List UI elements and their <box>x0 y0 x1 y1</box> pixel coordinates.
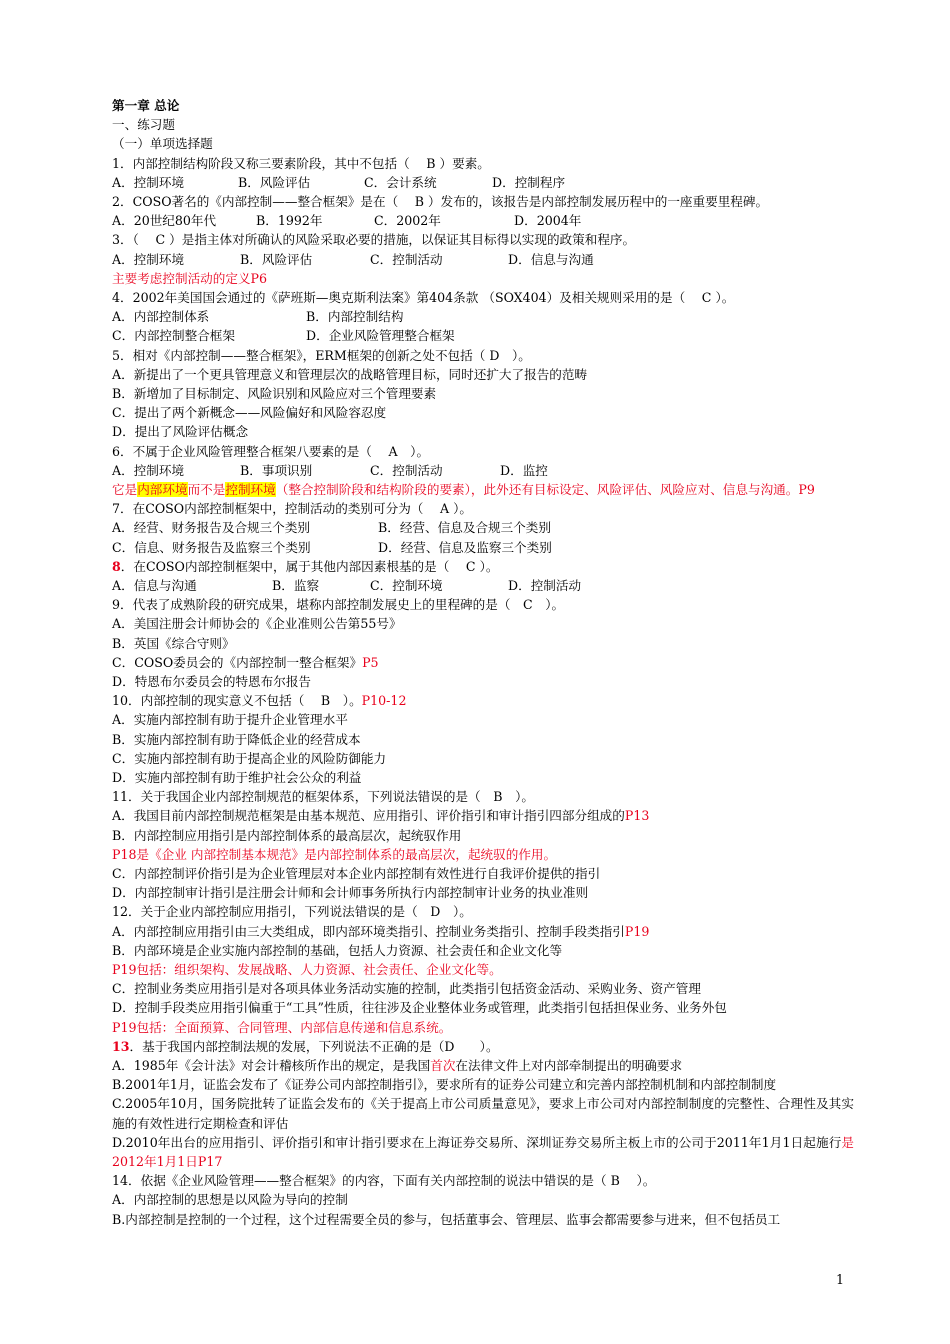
page-number: 1 <box>836 1272 845 1287</box>
question-3: 3．（ C ）是指主体对所确认的风险采取必要的措施，以保证其目标得以实现的政策和程序。 <box>112 232 636 248</box>
document-body <box>112 96 854 1229</box>
question-2-options <box>112 211 854 230</box>
option: A．内部控制体系 <box>112 309 210 325</box>
section-heading: 一、练习题 <box>112 117 175 133</box>
question-5: 5．相对《内部控制——整合框架》，ERM框架的创新之处不包括（ D ）。 <box>112 347 531 363</box>
page-reference: P5 <box>362 654 379 670</box>
option: D．特恩布尔委员会的特恩布尔报告 <box>112 673 312 689</box>
option: D．2004年 <box>514 213 582 229</box>
option: C．控制活动 <box>370 462 443 478</box>
option: C．2002年 <box>374 213 441 229</box>
option: B．经营、信息及合规三个类别 <box>378 520 551 536</box>
option: B．英国《综合守则》 <box>112 635 235 651</box>
question-number: 13 <box>112 1038 130 1054</box>
question-11: 11．关于我国企业内部控制规范的框架体系，下列说法错误的是（ B ）。 <box>112 789 534 805</box>
question-6-options <box>112 461 854 480</box>
option-text: A．1985年《会计法》对会计稽核所作出的规定，是我国 <box>112 1058 431 1074</box>
option: A．控制环境 <box>112 251 185 267</box>
option: A．20世纪80年代 <box>112 213 217 229</box>
option: A．经营、财务报告及合规三个类别 <box>112 520 311 536</box>
option: C．控制业务类应用指引是对各项具体业务活动实施的控制，此类指引包括资金活动、采购业务、资产管理 <box>112 981 701 997</box>
option: A．实施内部控制有助于提升企业管理水平 <box>112 712 348 728</box>
option: D．企业风险管理整合框架 <box>306 328 455 344</box>
option: B．内部控制结构 <box>306 309 404 325</box>
question-2: 2．COSO著名的《内部控制——整合框架》是在（ B ）发布的，该报告是内部控制发展历程中的一座重要里程碑。 <box>112 194 769 209</box>
page-reference: P13 <box>624 808 650 824</box>
option: C．控制环境 <box>370 577 443 593</box>
option <box>112 1056 854 1075</box>
option-text: 在法律文件上对内部牵制提出的明确要求 <box>455 1058 683 1074</box>
option <box>112 922 854 941</box>
option: B．实施内部控制有助于降低企业的经营成本 <box>112 731 361 747</box>
option <box>112 806 854 825</box>
question-14: 14．依据《企业风险管理——整合框架》的内容，下面有关内部控制的说法中错误的是（ B ）。 <box>112 1173 656 1189</box>
page-reference: 是2012年1月1日P17 <box>112 1134 854 1170</box>
option: B．事项识别 <box>240 462 313 478</box>
question-4-options <box>112 307 854 326</box>
option-text: D.2010年出台的应用指引、评价指引和审计指引要求在上海证券交易所、深圳证券交易所主板上市的公司于2011年1月1日起施行 <box>112 1134 842 1150</box>
note-text: 而不是 <box>187 481 226 497</box>
option: D．控制程序 <box>492 174 566 190</box>
question-8-options <box>112 576 854 595</box>
option: C．内部控制整合框架 <box>112 328 235 344</box>
option: A．新提出了一个更具管理意义和管理层次的战略管理目标，同时还扩大了报告的范畴 <box>112 366 588 382</box>
option: B．风险评估 <box>238 174 311 190</box>
question-4-options <box>112 326 854 345</box>
option: B．监察 <box>272 577 320 593</box>
question-4: 4．2002年美国国会通过的《萨班斯—奥克斯利法案》第404条款 （SOX404）及相关规则采用的是（ C ）。 <box>112 289 735 305</box>
option <box>112 1133 854 1171</box>
note-text: （整合控制阶段和结构阶段的要素），此外还有目标设定、风险评估、风险应对、信息与沟通。P9 <box>275 481 815 497</box>
option: D．实施内部控制有助于维护社会公众的利益 <box>112 769 362 785</box>
answer-note: P19包括：组织架构、发展战略、人力资源、社会责任、企业文化等。 <box>112 962 502 977</box>
question-10 <box>112 691 854 710</box>
option: C．会计系统 <box>364 174 437 190</box>
highlighted-text: 内部环境 <box>137 481 188 497</box>
question-text: ．在COSO内部控制框架中，属于其他内部因素根基的是（ C ）。 <box>120 558 499 574</box>
question-9: 9．代表了成熟阶段的研究成果，堪称内部控制发展史上的里程碑的是（ C ）。 <box>112 597 565 613</box>
option: C.2005年10月，国务院批转了证监会发布的《关于提高上市公司质量意见》，要求上市公司对内部控制制度的完整性、合理性及其实施的有效性进行定期检查和评估 <box>112 1096 854 1131</box>
subsection-heading: （一）单项选择题 <box>112 136 213 152</box>
option: B．风险评估 <box>240 251 313 267</box>
question-3-options <box>112 250 854 269</box>
option: D．监控 <box>500 462 548 478</box>
option: A．美国注册会计师协会的《企业准则公告第55号》 <box>112 616 402 632</box>
option: D．经营、信息及监察三个类别 <box>378 539 552 555</box>
option: B．1992年 <box>256 213 323 229</box>
answer-note <box>112 480 854 499</box>
option: B．新增加了目标制定、风险识别和风险应对三个管理要素 <box>112 385 437 401</box>
question-13 <box>112 1037 854 1056</box>
question-8 <box>112 557 854 576</box>
option: D．控制活动 <box>508 577 582 593</box>
option: B.内部控制是控制的一个过程，这个过程需要全员的参与，包括董事会、管理层、监事会都需要参与进来，但不包括员工 <box>112 1211 781 1227</box>
question-12: 12．关于企业内部控制应用指引，下列说法错误的是（ D ）。 <box>112 904 472 920</box>
answer-note: P19包括：全面预算、合同管理、内部信息传递和信息系统。 <box>112 1019 452 1035</box>
page-reference: P10-12 <box>361 693 407 709</box>
option-text: C．COSO委员会的《内部控制一整合框架》 <box>112 654 363 670</box>
page-reference: P19 <box>624 923 650 939</box>
option: C．内部控制评价指引是为企业管理层对本企业内部控制有效性进行自我评价提供的指引 <box>112 865 601 881</box>
option: A．控制环境 <box>112 462 185 478</box>
option: C．信息、财务报告及监察三个类别 <box>112 539 311 555</box>
option: C．实施内部控制有助于提高企业的风险防御能力 <box>112 750 387 766</box>
option: A．信息与沟通 <box>112 577 197 593</box>
question-6: 6．不属于企业风险管理整合框架八要素的是（ A ）。 <box>112 443 430 459</box>
option: D．内部控制审计指引是注册会计师和会计师事务所执行内部控制审计业务的执业准则 <box>112 885 589 901</box>
option: C．提出了两个新概念——风险偏好和风险容忍度 <box>112 405 387 421</box>
question-1-options <box>112 173 854 192</box>
question-text: ．基于我国内部控制法规的发展，下列说法不正确的是（D ）。 <box>129 1038 499 1054</box>
option: B.2001年1月，证监会发布了《证券公司内部控制指引》，要求所有的证券公司建立和完善内部控制机制和内部控制制度 <box>112 1077 777 1093</box>
question-text: 10．内部控制的现实意义不包括（ B ）。 <box>112 693 362 709</box>
note-text: 它是 <box>112 481 138 497</box>
option: B．内部控制应用指引是内部控制体系的最高层次，起统驭作用 <box>112 827 462 843</box>
answer-note: 主要考虑控制活动的定义P6 <box>112 270 268 286</box>
option: A．内部控制的思想是以风险为导向的控制 <box>112 1192 348 1208</box>
question-7-options <box>112 538 854 557</box>
option-text: A．内部控制应用指引由三大类组成，即内部环境类指引、控制业务类指引、控制手段类指引 <box>112 923 625 939</box>
option: C．控制活动 <box>370 251 443 267</box>
question-7-options <box>112 518 854 537</box>
option: A．控制环境 <box>112 174 185 190</box>
emphasis-text: 首次 <box>430 1058 456 1074</box>
option: D．信息与沟通 <box>508 251 594 267</box>
option: B．内部环境是企业实施内部控制的基础，包括人力资源、社会责任和企业文化等 <box>112 942 563 958</box>
answer-note: P18是《企业 内部控制基本规范》是内部控制体系的最高层次，起统驭的作用。 <box>112 846 557 862</box>
question-1: 1．内部控制结构阶段又称三要素阶段，其中不包括（ B ）要素。 <box>112 155 490 171</box>
question-7: 7．在COSO内部控制框架中，控制活动的类别可分为（ A ）。 <box>112 501 472 517</box>
highlighted-text: 控制环境 <box>225 481 276 497</box>
option <box>112 653 854 672</box>
question-number: 8 <box>112 558 121 574</box>
option-text: A．我国目前内部控制规范框架是由基本规范、应用指引、评价指引和审计指引四部分组成的 <box>112 808 625 824</box>
chapter-title: 第一章 总论 <box>112 98 180 113</box>
option: D．控制手段类应用指引偏重于“工具”性质，往往涉及企业整体业务或管理，此类指引包括担保业务、业务外包 <box>112 1000 727 1016</box>
option: D．提出了风险评估概念 <box>112 424 249 440</box>
